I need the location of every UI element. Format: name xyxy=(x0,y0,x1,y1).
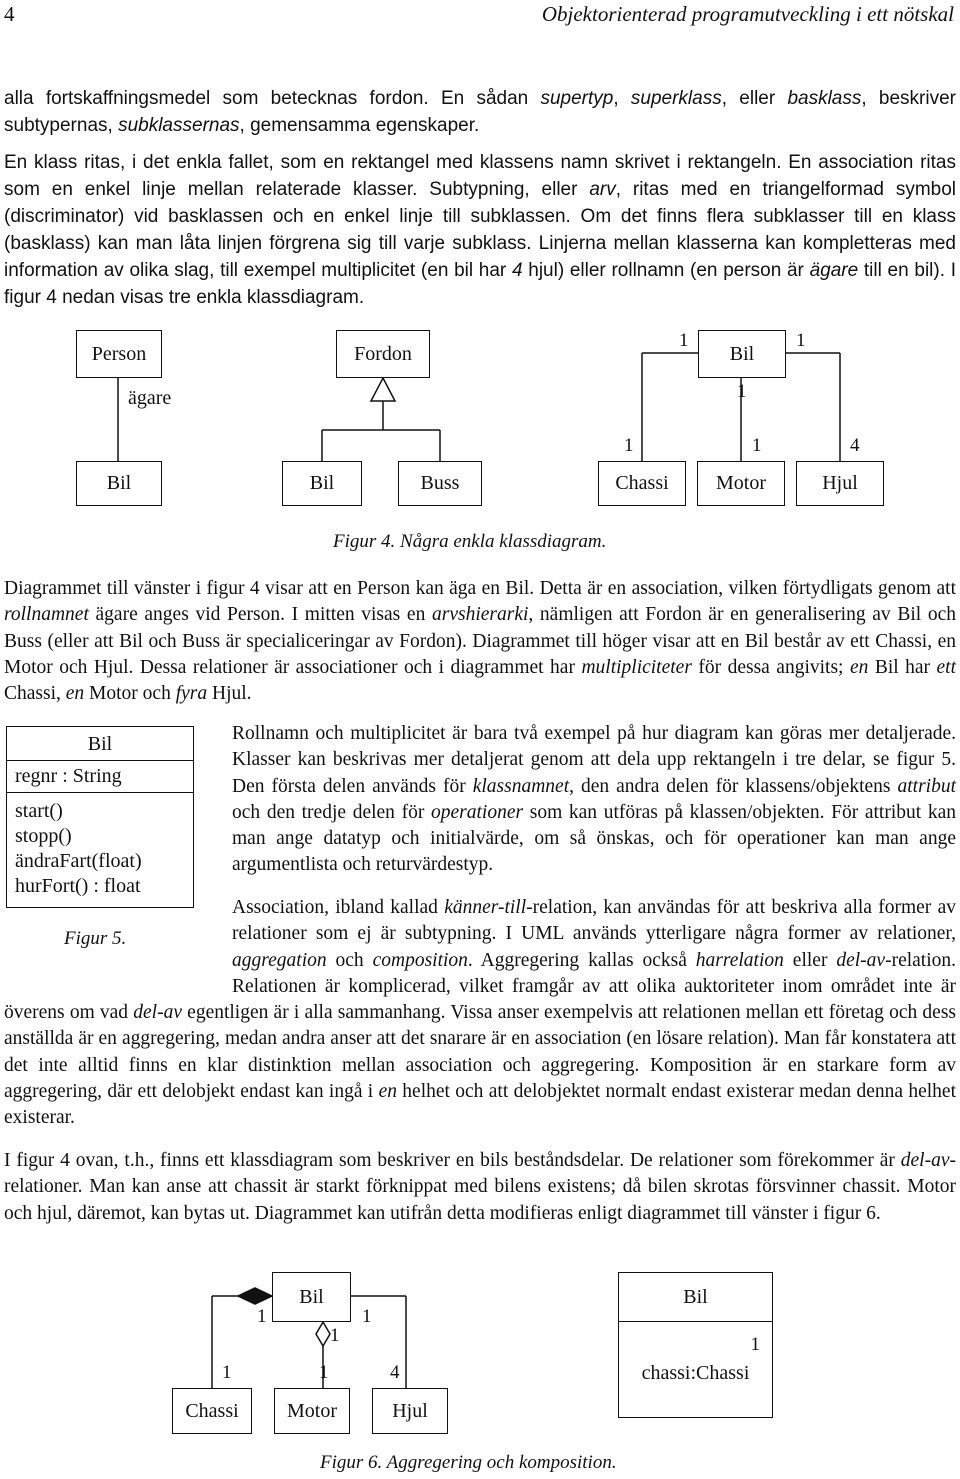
fig4-hjul-class: Hjul xyxy=(796,461,884,506)
fig4-bil-class-left: Bil xyxy=(76,461,162,506)
figure-4-caption: Figur 4. Några enkla klassdiagram. xyxy=(333,531,607,552)
figure-5-wrap-spacer xyxy=(4,895,232,974)
running-title: Objektorienterad programutveckling i ett nötskal xyxy=(541,2,954,26)
figure-6-connectors xyxy=(0,1270,960,1450)
operation-stopp: stopp() xyxy=(15,825,72,847)
fig6-mult-hjul: 4 xyxy=(390,1362,400,1383)
fig4-chassi-class: Chassi xyxy=(598,461,686,506)
figure-5-caption: Figur 5. xyxy=(64,928,127,949)
class-operations xyxy=(7,793,193,907)
fig6-bil-whole: Bil xyxy=(272,1272,351,1322)
fig4-mult-motor: 1 xyxy=(752,435,762,456)
fig6-right-multiplicity: 1 xyxy=(750,1334,760,1355)
figure-6-caption: Figur 6. Aggregering och komposition. xyxy=(320,1452,617,1473)
fig6-chassi-class: Chassi xyxy=(172,1388,252,1434)
fig4-role-label: ägare xyxy=(128,387,172,409)
fig4-mult-center-top: 1 xyxy=(737,381,747,402)
fig6-mult-whole-center: 1 xyxy=(330,1325,340,1346)
fig4-bil-subclass: Bil xyxy=(282,461,362,506)
fig6-right-attribute: chassi:Chassi xyxy=(641,1362,750,1384)
paragraph-4: Rollnamn och multiplicitet är bara två exempel på hur diagram kan göras mer detaljerade. Klasser kan beskrivas mer detaljerat genom att dela upp rektangeln i tre delar, se figur 5. Den första delen används för klassnamnet, den andra delen för klassens/objektens attribut och den tredje delen för operationer som kan utföras på klassen/objekten. För attribut kan man ange datatyp och initialvärde, om så önskas, och för operationer kan man ange argumentlista och returvärdestyp. xyxy=(232,723,957,876)
figure-4-connectors xyxy=(0,0,960,530)
attribute-regnr: regnr : String xyxy=(15,765,122,787)
paragraph-5: Association, ibland kallad känner-till-relation, kan användas för att beskriva alla former av relationer som ej är subtypning. I UML används ytterligare några former av relationer, aggregation och composition. Aggregering kallas också harrelation eller del-av-relation. Relationen är komplicerad, vilket framgår av att olika auktoriteter inom området inte är överens om vad del-av egentligen är i alla sammanhang. Vissa anser exempelvis att relationen mellan ett företag och dess anställda är en aggregering, medan andra anser att det snarare är en association (en lösare relation). Man får konstatera att det inte alltid finns en klar distinktion mellan association och aggregering. Komposition är en starkare form av aggregering, där ett delobjekt endast kan ingå i en helhet och att delobjektet normalt endast existerar medan denna helhet existerar. xyxy=(4,897,957,1129)
paragraph-6: I figur 4 ovan, t.h., finns ett klassdiagram som beskriver en bils beståndsdelar. De relationer som förekommer är del-av-relationer. Man kan anse att chassit är starkt förknippat med bilens existens; då bilen skrotas försvinner chassit. Motor och hjul, däremot, kan bytas ut. Diagrammet kan utifrån detta modifieras enligt diagrammet till vänster i figur 6. xyxy=(4,1150,956,1224)
paragraph-1: alla fortskaffningsmedel som betecknas fordon. En sådan supertyp, superklass, eller basklass, beskriver subtypernas, subklassernas, gemensamma egenskaper. xyxy=(4,88,956,137)
fig4-mult-hjul: 4 xyxy=(850,435,860,456)
page-number: 4 xyxy=(4,2,15,26)
fig6-right-attributes xyxy=(619,1322,772,1416)
fig4-buss-subclass: Buss xyxy=(398,461,482,506)
class-name: Bil xyxy=(7,727,193,761)
operation-hurfort: hurFort() : float xyxy=(15,875,141,897)
fig6-mult-chassi: 1 xyxy=(222,1362,232,1383)
fig6-right-class-name: Bil xyxy=(619,1273,772,1322)
paragraph-3: Diagrammet till vänster i figur 4 visar att en Person kan äga en Bil. Detta är en association, vilken förtydligats genom att rollnamnet ägare anges vid Person. I mitten visas en arvshierarki, nämligen att Fordon är en generalisering av Bil och Buss (eller att Bil och Buss är specialiceringar av Fordon). Diagrammet till höger visar att en Bil består av ett Chassi, en Motor och Hjul. Dessa relationer är associationer och i diagrammet har multipliciteter för dessa angivits; en Bil har ett Chassi, en Motor och fyra Hjul. xyxy=(4,578,956,705)
fig4-motor-class: Motor xyxy=(697,461,785,506)
fig4-bil-whole: Bil xyxy=(698,330,786,378)
operation-start: start() xyxy=(15,800,63,822)
fig4-mult-left-top: 1 xyxy=(679,330,689,351)
fig4-fordon-class: Fordon xyxy=(336,330,430,378)
class-attributes xyxy=(7,761,193,793)
fig6-mult-whole-left: 1 xyxy=(257,1306,267,1327)
fig6-mult-motor: 1 xyxy=(319,1362,329,1383)
fig6-mult-whole-right: 1 xyxy=(362,1306,372,1327)
fig4-mult-chassi: 1 xyxy=(624,435,634,456)
fig4-mult-right-top: 1 xyxy=(796,330,806,351)
fig6-motor-class: Motor xyxy=(274,1388,350,1434)
paragraph-2: En klass ritas, i det enkla fallet, som en rektangel med klassens namn skrivet i rektangeln. En association ritas som en enkel linje mellan relaterade klasser. Subtypning, eller arv, ritas med en triangelformad symbol (discriminator) vid basklassen och en enkel linje till subklassen. Om det finns flera subklasser till en klass (basklass) kan man låta linjen förgrena sig till varje subklass. Linjerna mellan klasserna kan kompletteras med information av olika slag, till exempel multiplicitet (en bil har 4 hjul) eller rollnamn (en person är ägare till en bil). I figur 4 nedan visas tre enkla klassdiagram. xyxy=(4,152,957,309)
operation-andrafart: ändraFart(float) xyxy=(15,850,142,872)
fig6-bil-class-box xyxy=(618,1272,773,1418)
fig4-person-class: Person xyxy=(76,330,162,378)
fig6-hjul-class: Hjul xyxy=(372,1388,448,1434)
figure-5-class-box xyxy=(6,726,194,908)
